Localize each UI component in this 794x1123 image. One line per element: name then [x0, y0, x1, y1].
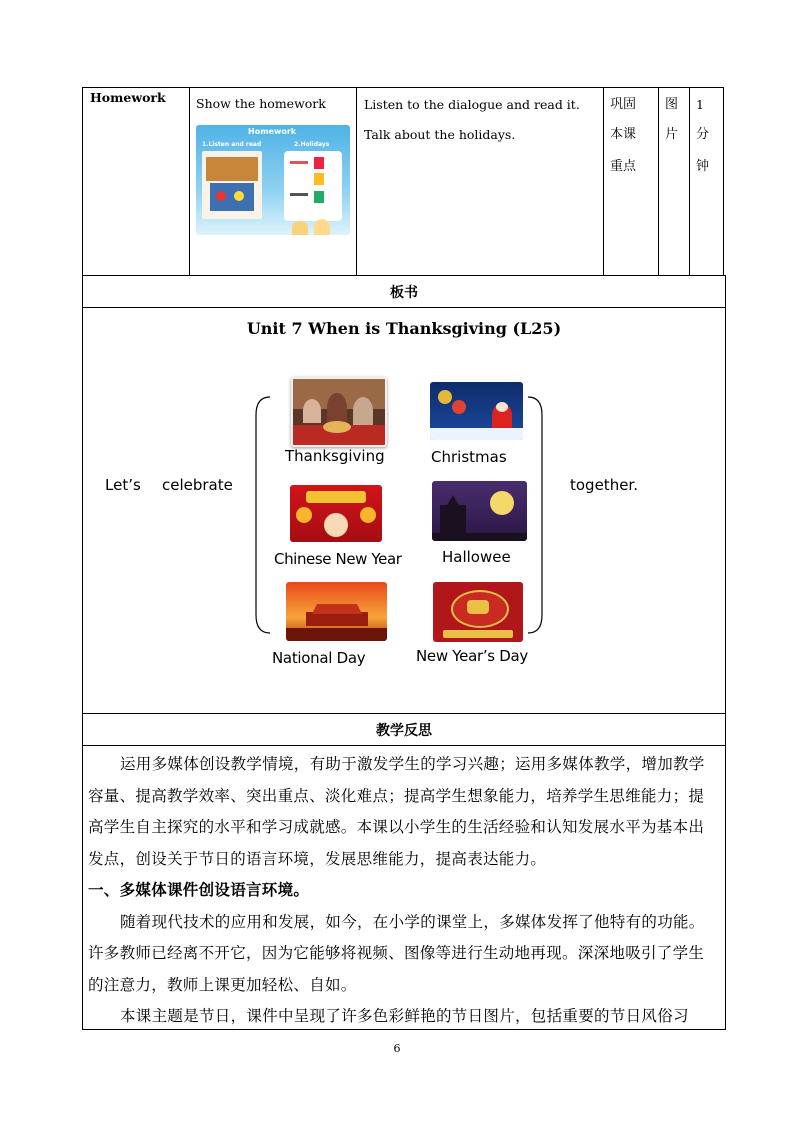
homework-holidays-image	[284, 151, 342, 221]
right-bracket	[526, 395, 546, 635]
homework-thumbnail-item1: 1.Listen and read	[202, 141, 262, 148]
reflection-para3-line1: 本课主题是节日，课件中呈现了许多色彩鲜艳的节日图片，包括重要的节日风俗习	[120, 1007, 689, 1025]
reflection-para1-line3: 高学生自主探究的水平和学习成就感。本课以小学生的生活经验和认知发展水平为基本出	[88, 818, 705, 836]
board-header: 板书	[390, 285, 418, 301]
board-lets: Let’s	[105, 476, 141, 494]
holiday-label-national-day: National Day	[272, 649, 366, 667]
homework-activity1: Listen to the dialogue and read it.	[364, 97, 580, 112]
holiday-label-chinese-new-year: Chinese New Year	[274, 550, 402, 568]
chinese-new-year-photo	[290, 485, 382, 542]
homework-slide-thumbnail	[196, 125, 350, 235]
halloween-photo	[432, 481, 527, 541]
page-number: 6	[393, 1042, 401, 1055]
board-together: together.	[570, 476, 638, 494]
holiday-label-christmas: Christmas	[431, 448, 507, 466]
homework-activity2: Talk about the holidays.	[364, 127, 516, 142]
board-title: Unit 7 When is Thanksgiving (L25)	[246, 319, 562, 338]
homework-purpose-1: 巩固	[610, 97, 637, 112]
board-celebrate: celebrate	[162, 476, 233, 494]
left-bracket	[252, 395, 272, 635]
homework-media-1: 图	[665, 97, 679, 112]
reflection-para2-line2: 许多教师已经离不开它，因为它能够将视频、图像等进行生动地再现。深深地吸引了学生	[88, 944, 705, 962]
homework-time-3: 钟	[696, 159, 710, 174]
reflection-para1-line1: 运用多媒体创设教学情境，有助于激发学生的学习兴趣；运用多媒体教学，增加教学	[120, 755, 705, 773]
new-years-day-photo	[433, 582, 523, 642]
reflection-heading1: 一、多媒体课件创设语言环境。	[88, 881, 310, 899]
reflection-body	[88, 749, 720, 1033]
holiday-label-thanksgiving: Thanksgiving	[285, 447, 385, 465]
homework-purpose-3: 重点	[610, 159, 637, 174]
reflection-para1-line2: 容量、提高教学效率、突出重点、淡化难点；提高学生想象能力，培养学生思维能力；提	[88, 786, 705, 805]
homework-time-2: 分	[696, 127, 710, 142]
reflection-header: 教学反思	[376, 723, 432, 739]
homework-thumbnail-item2: 2.Holidays	[294, 141, 330, 148]
holiday-label-new-years-day: New Year’s Day	[416, 647, 529, 665]
holiday-label-halloween: Hallowee	[442, 548, 511, 566]
homework-label: Homework	[90, 90, 166, 105]
homework-content-title: Show the homework	[196, 96, 326, 111]
homework-time-1: 1	[696, 97, 704, 112]
national-day-photo	[286, 582, 387, 641]
homework-thumbnail-title: Homework	[248, 127, 297, 136]
reflection-para2-line1: 随着现代技术的应用和发展，如今，在小学的课堂上，多媒体发挥了他特有的功能。	[120, 912, 705, 931]
homework-listen-image	[202, 151, 262, 219]
christmas-photo	[430, 382, 523, 440]
homework-media-2: 片	[665, 127, 679, 142]
homework-purpose-2: 本课	[610, 127, 637, 142]
reflection-para1-line4: 发点，创设关于节日的语言环境，发展思维能力，提高表达能力。	[88, 849, 547, 868]
thanksgiving-photo	[291, 377, 387, 447]
reflection-para2-line3: 的注意力，教师上课更加轻松、自如。	[88, 975, 357, 994]
